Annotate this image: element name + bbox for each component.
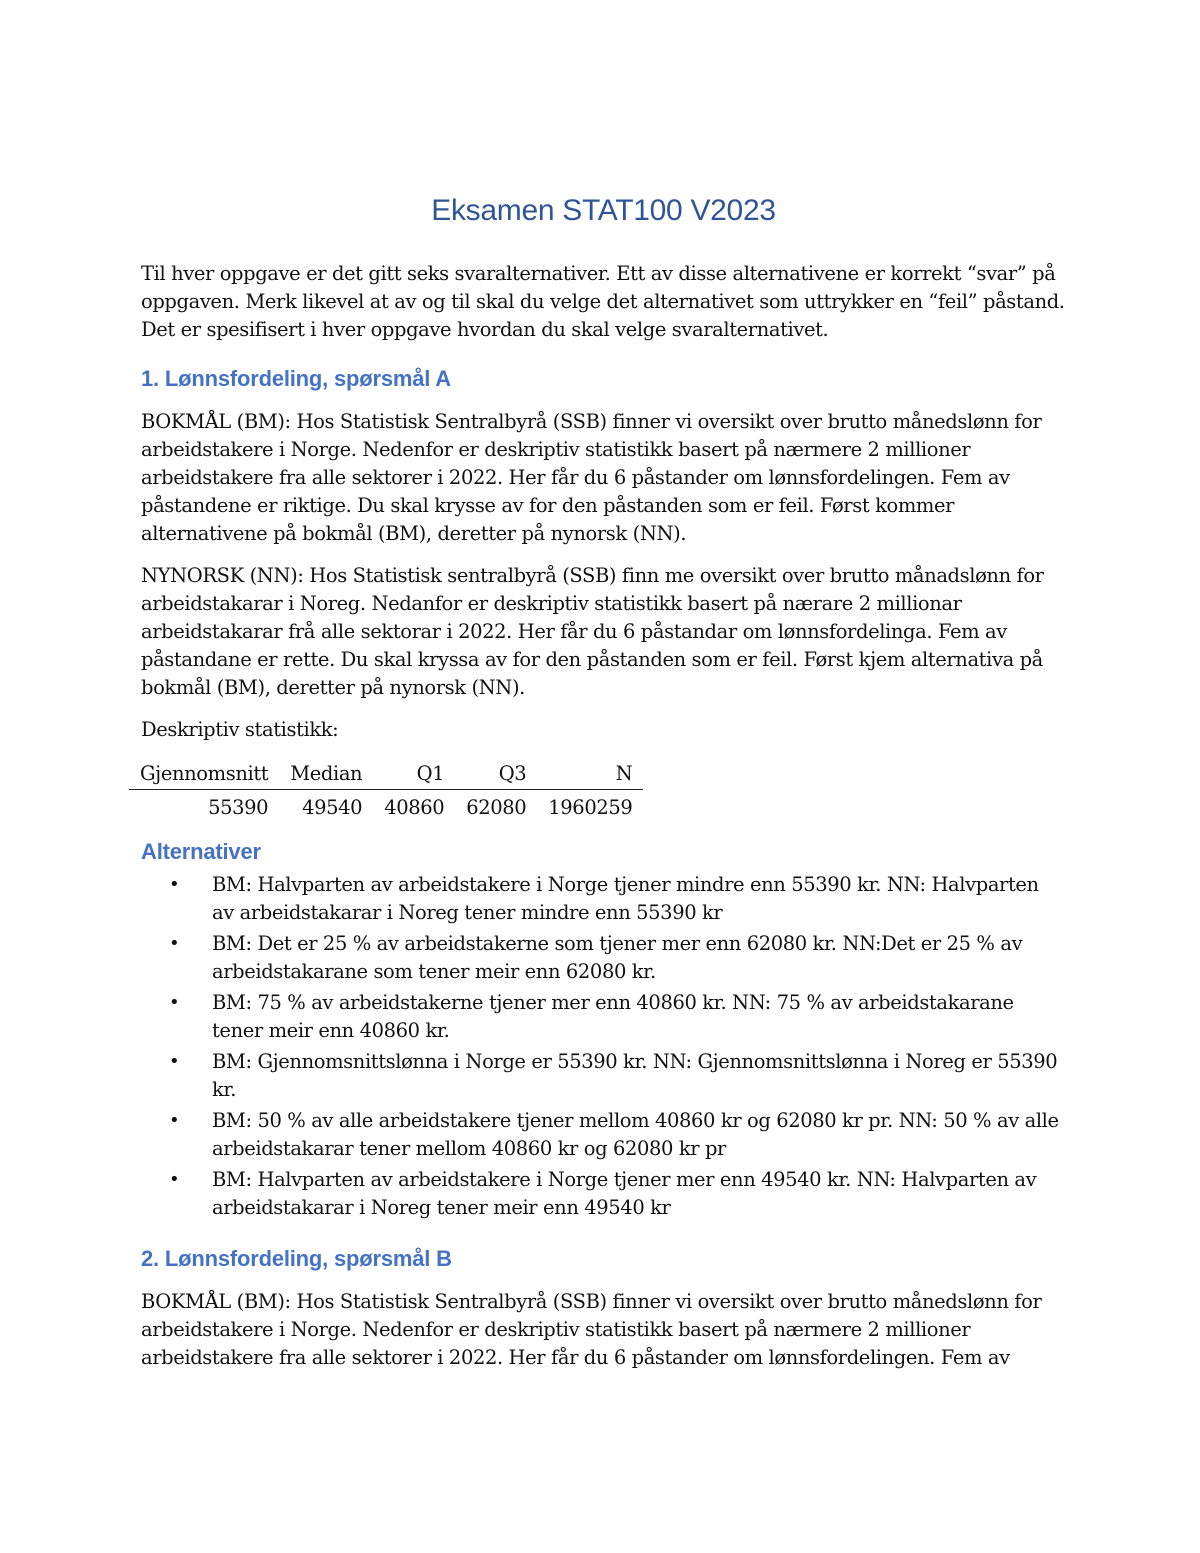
list-item [141,930,1066,986]
stats-value-mean: 55390 [208,796,269,819]
alternatives-heading: Alternativer [141,839,261,864]
stats-header-mean: Gjennomsnitt [140,762,269,785]
bullet-icon: • [169,992,180,1013]
intro-paragraph: Til hver oppgave er det gitt seks svaralternativer. Ett av disse alternativene er korrekt “svar” på oppgaven. Merk likevel at av og til skal du velge det alternativet som uttrykker en “feil” påstand. Det er spesifisert i hver oppgave hvordan du skal velge svaralternativet. [141,262,1065,341]
alternative-text: BM: Halvparten av arbeidstakere i Norge tjener mindre enn 55390 kr. NN: Halvparten av arbeidstakarar i Noreg tener mindre enn 55390 kr [212,873,1039,924]
alternative-text: BM: Det er 25 % av arbeidstakerne som tjener mer enn 62080 kr. NN:Det er 25 % av arbeidstakarane som tener meir enn 62080 kr. [212,932,1023,983]
stats-header-median: Median [290,762,363,785]
alternative-text: BM: 50 % av alle arbeidstakere tjener mellom 40860 kr og 62080 kr pr. NN: 50 % av alle arbeidstakarar tener mellom 40860 kr og 62080 kr pr [212,1109,1059,1160]
list-item [141,1107,1066,1163]
stats-label: Deskriptiv statistikk: [141,718,339,741]
stats-value-q3: 62080 [466,796,527,819]
stats-value-median: 49540 [302,796,363,819]
section-1-nynorsk-paragraph: NYNORSK (NN): Hos Statistisk sentralbyrå (SSB) finn me oversikt over brutto månadslønn for arbeidstakarar i Noreg. Nedanfor er deskriptiv statistikk basert på nærare 2 millionar arbeidstakarar frå alle sektorar i 2022. Her får du 6 påstandar om lønnsfordelinga. Fem av påstandane er rette. Du skal kryssa av for den påstanden som er feil. Først kjem alternativa på bokmål (BM), deretter på nynorsk (NN). [141,564,1044,699]
bullet-icon: • [169,1110,180,1131]
list-item [141,871,1066,927]
list-item [141,989,1066,1045]
bullet-icon: • [169,1051,180,1072]
list-item [141,1166,1066,1222]
alternative-text: BM: Halvparten av arbeidstakere i Norge tjener mer enn 49540 kr. NN: Halvparten av arbeidstakarar i Noreg tener meir enn 49540 kr [212,1168,1037,1219]
stats-value-row [129,790,643,824]
alternative-text: BM: Gjennomsnittslønna i Norge er 55390 kr. NN: Gjennomsnittslønna i Noreg er 55390 kr. [212,1050,1058,1101]
descriptive-stats-table [129,758,643,823]
bullet-icon: • [169,874,180,895]
stats-value-n: 1960259 [548,796,633,819]
stats-header-q1: Q1 [416,762,445,785]
stats-value-q1: 40860 [384,796,445,819]
stats-header-n: N [615,762,633,785]
section-1-heading: 1. Lønnsfordeling, spørsmål A [141,366,451,391]
bullet-icon: • [169,933,180,954]
bullet-icon: • [169,1169,180,1190]
document-title: Eksamen STAT100 V2023 [431,194,776,227]
section-2-heading: 2. Lønnsfordeling, spørsmål B [141,1246,452,1271]
list-item [141,1048,1066,1104]
document-content [141,192,1066,1386]
alternatives-list [141,871,1066,1222]
section-1-bokmal-paragraph: BOKMÅL (BM): Hos Statistisk Sentralbyrå (SSB) finner vi oversikt over brutto månedslønn for arbeidstakere i Norge. Nedenfor er deskriptiv statistikk basert på nærmere 2 millioner arbeidstakere fra alle sektorer i 2022. Her får du 6 påstander om lønnsfordelingen. Fem av påstandene er riktige. Du skal krysse av for den påstanden som er feil. Først kommer alternativene på bokmål (BM), deretter på nynorsk (NN). [141,410,1042,545]
stats-header-q3: Q3 [498,762,527,785]
stats-header-row [129,758,643,790]
alternative-text: BM: 75 % av arbeidstakerne tjener mer enn 40860 kr. NN: 75 % av arbeidstakarane tener meir enn 40860 kr. [212,991,1014,1042]
section-2-bokmal-paragraph: BOKMÅL (BM): Hos Statistisk Sentralbyrå (SSB) finner vi oversikt over brutto månedslønn for arbeidstakere i Norge. Nedenfor er deskriptiv statistikk basert på nærmere 2 millioner arbeidstakere fra alle sektorer i 2022. Her får du 6 påstander om lønnsfordelingen. Fem av [141,1290,1042,1369]
